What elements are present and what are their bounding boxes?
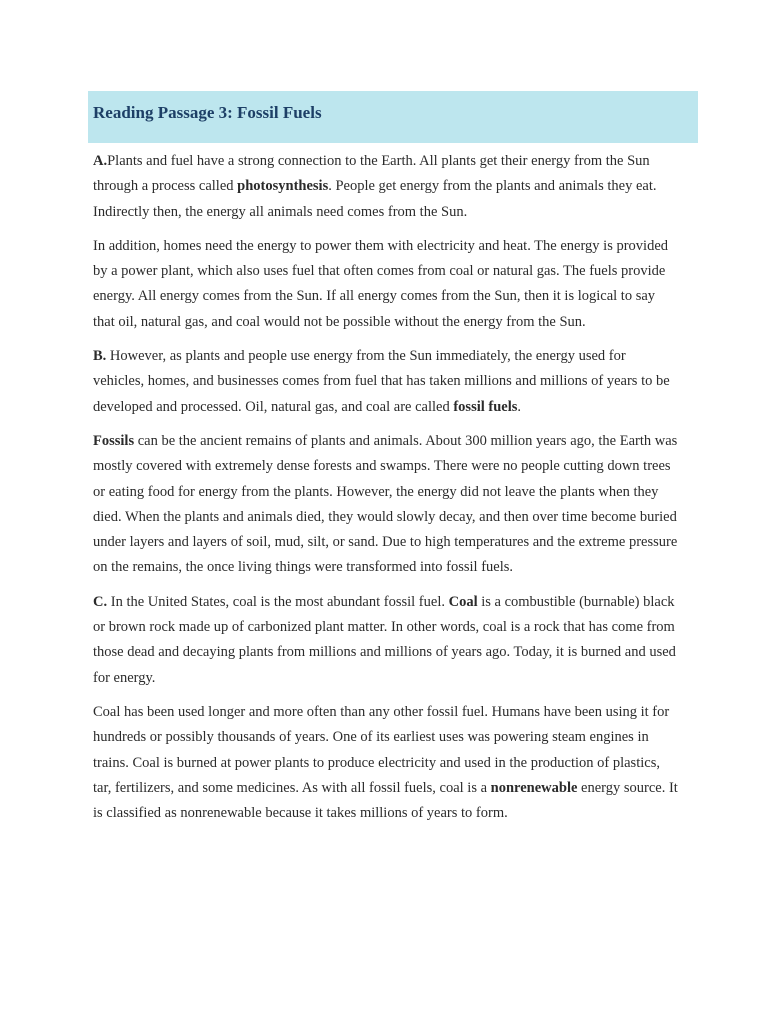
section-marker-b: B.: [93, 348, 107, 365]
paragraph-a-continued: [93, 234, 679, 335]
paragraph-text: In addition, homes need the energy to power them with electricity and heat. The energy is provided by a power plant, which also uses fuel that often comes from coal or natural gas. The fuels provide energy. All energy comes from the Sun. If all energy comes from the Sun, then it is logical to say that oil, natural gas, and coal would not be possible without the energy from the Sun.: [93, 237, 669, 330]
paragraph-text: Coal has been used longer and more often than any other fossil fuel. Humans have been using it for hundreds or possibly thousands of years. One of its earliest uses was powering steam engines in trains. Coal is burned at power plants to produce electricity and used in the production of plastics, tar, fertilizers, and some medicines. As with all fossil fuels, coal is a: [93, 703, 670, 796]
key-term-fossil-fuels: fossil fuels: [453, 398, 518, 415]
section-marker-a: A.: [93, 153, 108, 169]
paragraph-c-continued: [93, 700, 679, 826]
paragraph-b-continued: [93, 429, 679, 581]
paragraph-c: [93, 590, 679, 691]
paragraph-text: Plants and fuel have a strong connection to the Earth. All plants get their energy from the Sun through a process called: [93, 153, 650, 195]
paragraph-b: [93, 344, 679, 420]
passage-title: Reading Passage 3: Fossil Fuels: [93, 103, 322, 122]
paragraph-text: energy source. It is classified as nonrenewable because it takes millions of years to form.: [93, 779, 678, 822]
title-banner: [88, 91, 698, 143]
paragraph-text: In the United States, coal is the most abundant fossil fuel.: [107, 593, 449, 610]
paragraph-text: However, as plants and people use energy from the Sun immediately, the energy used for vehicles, homes, and businesses comes from fuel that has taken millions and millions of years to be developed and processed. Oil, natural gas, and coal are called: [93, 348, 670, 415]
paragraph-text: can be the ancient remains of plants and animals. About 300 million years ago, the Earth was mostly covered with extremely dense forests and swamps. There were no people cutting down trees or eating food for energy from the plants. However, the energy did not leave the plants when they died. When the plants and animals died, they would slowly decay, and then over time become buried under layers and layers of soil, mud, silt, or sand. Due to high temperatures and the extreme pressure on the remains, the once living things were transformed into fossil fuels.: [93, 432, 678, 576]
key-term-coal: Coal: [448, 593, 478, 610]
paragraph-text: is a combustible (burnable) black or brown rock made up of carbonized plant matter. In other words, coal is a rock that has come from those dead and decaying plants from millions and millions of years ago. Today, it is burned and used for energy.: [93, 593, 676, 686]
paragraph-text: . People get energy from the plants and animals they eat. Indirectly then, the energy all animals need comes from the Sun.: [93, 178, 657, 220]
paragraph-text: .: [517, 398, 522, 415]
passage-body: [93, 149, 679, 835]
key-term-photosynthesis: photosynthesis: [237, 178, 329, 195]
key-term-nonrenewable: nonrenewable: [490, 779, 578, 796]
key-term-fossils: Fossils: [93, 432, 135, 449]
paragraph-a: [93, 149, 679, 225]
section-marker-c: C.: [93, 593, 108, 610]
